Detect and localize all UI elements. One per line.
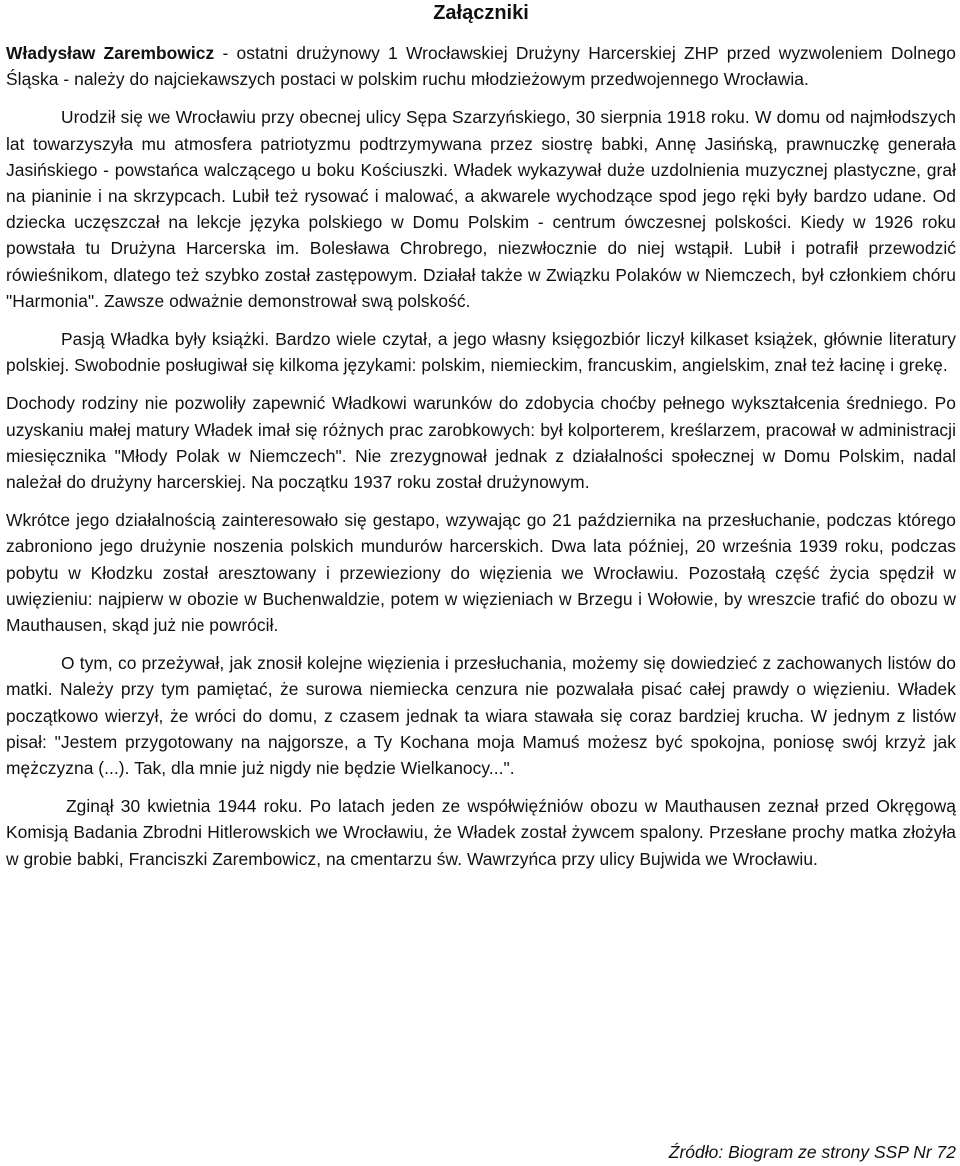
paragraph-letters: O tym, co przeżywał, jak znosił kolejne więzienia i przesłuchania, możemy się dowiedzieć z zachowanych listów do matki. Należy przy tym pamiętać, że surowa niemiecka cenzura nie pozwalała pisać całej prawdy o więzieniu. Władek początkowo wierzył, że wróci do domu, z czasem jednak ta wiara stawała się coraz bardziej krucha. W jednym z listów pisał: "Jestem przygotowany na najgorsze, a Ty Kochana moja Mamuś możesz być spokojna, poniosę swój krzyż jak mężczyzna (...). Tak, dla mnie już nigdy nie będzie Wielkanocy...". (6, 653, 956, 779)
intro-paragraph (6, 40, 956, 92)
source-citation: Źródło: Biogram ze strony SSP Nr 72 (668, 1142, 956, 1162)
paragraph-gestapo: Wkrótce jego działalnością zainteresowało się gestapo, wzywając go 21 października na przesłuchanie, podczas którego zabroniono jego drużynie noszenia polskich mundurów harcerskich. Dwa lata później, 20 września 1939 roku, podczas pobytu w Kłodzku został aresztowany i przewieziony do więzienia we Wrocławiu. Pozostałą część życia spędził w uwięzieniu: najpierw w obozie w Buchenwaldzie, potem w więzieniach w Brzegu i Wołowie, by wreszcie trafić do obozu w Mauthausen, skąd już nie powrócił. (6, 510, 956, 636)
paragraph-death: Zginął 30 kwietnia 1944 roku. Po latach jeden ze współwięźniów obozu w Mauthausen zeznał przed Okręgową Komisją Badania Zbrodni Hitlerowskich we Wrocławiu, że Władek został żywcem spalony. Przesłane prochy matka złożyła w grobie babki, Franciszki Zarembowicz, na cmentarzu św. Wawrzyńca przy ulicy Bujwida we Wrocławiu. (6, 796, 956, 869)
paragraph-income: Dochody rodziny nie pozwoliły zapewnić Władkowi warunków do zdobycia choćby pełnego wykształcenia średniego. Po uzyskaniu małej matury Władek imał się różnych prac zarobkowych: był kolporterem, kreślarzem, pracował w administracji miesięcznika "Młody Polak w Niemczech". Nie zrezygnował jednak z działalności społecznej w Domu Polskim, nadal należał do drużyny harcerskiej. Na początku 1937 roku został drużynowym. (6, 393, 956, 493)
paragraph-books: Pasją Władka były książki. Bardzo wiele czytał, a jego własny księgozbiór liczył kilkaset książek, głównie literatury polskiej. Swobodnie posługiwał się kilkoma językami: polskim, niemieckim, francuskim, angielskim, znał też łacinę i grekę. (6, 329, 956, 376)
person-name: Władysław Zarembowicz (6, 43, 215, 63)
intro-text: - ostatni drużynowy 1 Wrocławskiej Drużyny Harcerskiej ZHP przed wyzwoleniem Dolnego Śląska - należy do najciekawszych postaci w polskim ruchu młodzieżowym przedwojennego Wrocławia. (6, 43, 956, 90)
document (6, 0, 956, 872)
page-title: Załączniki (433, 2, 529, 24)
paragraph-birth: Urodził się we Wrocławiu przy obecnej ulicy Sępa Szarzyńskiego, 30 sierpnia 1918 roku. W domu od najmłodszych lat towarzyszyła mu atmosfera patriotyzmu podtrzymywana przez siostrę babki, Annę Jasińską, prawnuczkę generała Jasińskiego - powstańca walczącego u boku Kościuszki. Władek wykazywał duże uzdolnienia muzycznej plastyczne, grał na pianinie i na skrzypcach. Lubił też rysować i malować, a akwarele wychodzące spod jego ręki były bardzo udane. Od dziecka uczęszczał na lekcje języka polskiego w Domu Polskim - centrum ówczesnej polskości. Kiedy w 1926 roku powstała tu Drużyna Harcerska im. Bolesława Chrobrego, niezwłocznie do niej wstąpił. Lubił i potrafił przewodzić rówieśnikom, dlatego też szybko został zastępowym. Działał także w Związku Polaków w Niemczech, był członkiem chóru "Harmonia". Zawsze odważnie demonstrował swą polskość. (6, 107, 956, 311)
